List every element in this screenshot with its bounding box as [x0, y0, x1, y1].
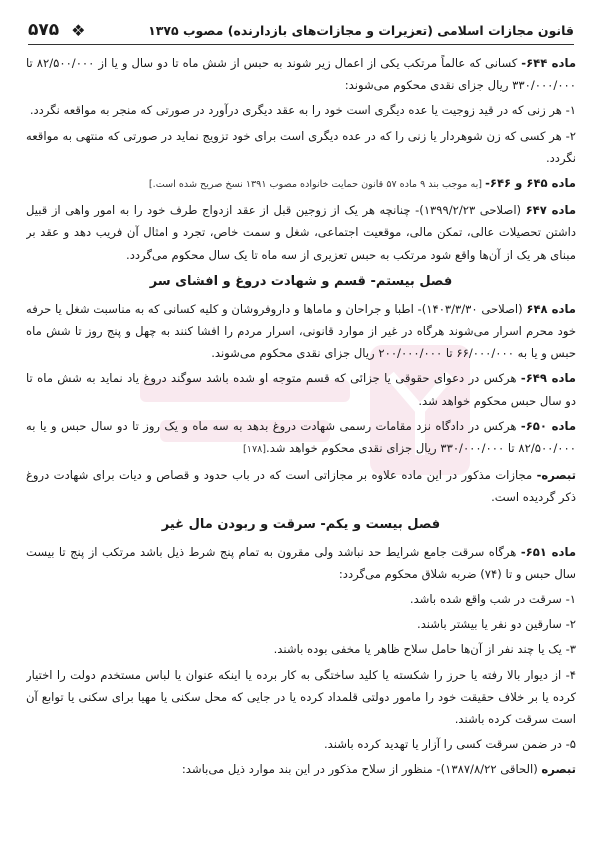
article-651-item-2: ۲- سارقین دو نفر یا بیشتر باشند.: [417, 617, 576, 632]
article-644-item-1: ۱- هر زنی که در قید زوجیت یا عده دیگری است خود را به عقد دیگری درآورد در صورتی که منجر به مواقعه نگردد.: [29, 103, 576, 118]
page-header: [28, 16, 574, 45]
article-651-head: ماده ۶۵۱-: [520, 544, 576, 559]
article-645-646-head: ماده ۶۴۵ و ۶۴۶-: [485, 176, 576, 191]
article-651-item-5: ۵- در ضمن سرقت کسی را آزار یا تهدید کرده باشند.: [323, 737, 576, 752]
article-650-head: ماده ۶۵۰-: [520, 418, 576, 433]
article-649-text: هرکس در دعوای حقوقی یا جزائی که قسم متوجه او شده باشد سوگند دروغ یاد نماید به شش ماه تا دو سال حبس محکوم خواهد شد.: [26, 371, 576, 408]
article-651-item-4: ۴- از دیوار بالا رفته یا حرز را شکسته یا کلید ساختگی به کار برده یا اینکه عنوان یا لباس مستخدم دولت را اختیار کرده یا بر خلاف حقیقت خود را مامور دولتی قلمداد کرده یا در جایی که محل سکنی یا مهیا برای سکنی یا توابع آن است سرقت کرده باشند.: [26, 667, 576, 727]
article-650-footnote-ref[interactable]: [۱۷۸]: [243, 444, 267, 456]
article-645-646: [26, 172, 576, 196]
article-651-note: [26, 758, 576, 780]
article-650-note-text: مجازات مذکور در این ماده علاوه بر مجازاتی است که در باب حدود و قصاص و دیات برای شهادت دروغ ذکر گردیده است.: [26, 468, 576, 505]
header-left-group: [28, 20, 97, 40]
article-647: [26, 199, 576, 266]
article-648-head: ماده ۶۴۸: [526, 301, 576, 316]
article-651-item-1: ۱- سرقت در شب واقع شده باشد.: [409, 592, 576, 607]
article-651-note-text: (الحاقی ۱۳۸۷/۸/۲۲)- منظور از سلاح مذکور در این بند موارد ذیل می‌باشد:: [181, 762, 542, 777]
article-650-note: [26, 464, 576, 508]
section-21-title: فصل بیست و یکم- سرقت و ربودن مال غیر: [161, 516, 441, 532]
article-650: [26, 415, 576, 461]
article-647-head: ماده ۶۴۷: [525, 203, 576, 218]
article-650-text: هرکس در دادگاه نزد مقامات رسمی شهادت دروغ بدهد به سه ماه و یک روز تا دو سال حبس و یا به ۸۲/۵۰۰/۰۰۰ تا ۳۳۰/۰۰۰/۰۰۰ ریال جزای نقدی محکوم خواهد شد.: [26, 418, 576, 456]
running-title: قانون مجازات اسلامی (تعزیرات و مجازات‌های بازدارنده) مصوب ۱۳۷۵: [148, 22, 574, 38]
article-650-note-head: تبصره-: [536, 468, 576, 483]
article-644-head: ماده ۶۴۴-: [521, 56, 576, 70]
article-648: [26, 298, 576, 365]
article-644-item-2: ۲- هر کسی که زن شوهردار یا زنی را که در عده دیگری است برای خود تزویج نماید در صورتی که منتهی به مواقعه نگردد.: [26, 128, 576, 165]
article-651-item-3: ۳- یک یا چند نفر از آن‌ها حامل سلاح ظاهر یا مخفی بوده باشند.: [273, 642, 576, 657]
page-number: ۵۷۵: [28, 20, 60, 40]
article-649-head: ماده ۶۴۹-: [520, 371, 576, 386]
article-651-note-head: تبصره: [541, 762, 576, 777]
article-651: [26, 541, 576, 585]
article-645-646-note: [به موجب بند ۹ ماده ۵۷ قانون حمایت خانواده مصوب ۱۳۹۱ نسخ صریح شده است.]: [148, 179, 486, 191]
article-644: [26, 52, 576, 96]
article-649: [26, 367, 576, 411]
article-648-text: (اصلاحی ۱۴۰۳/۳/۳۰)- اطبا و جراحان و ماماها و داروفروشان و کلیه کسانی که به مناسبت شغل یا حرفه خود محرم اسرار می‌شوند هرگاه در غیر از موارد قانونی، اسرار مردم را افشا کنند به چهل و پنج روز تا شش ماه حبس و یا به ۶۶/۰۰۰/۰۰۰ تا ۲۰۰/۰۰۰/۰۰۰ ریال جزای نقدی محکوم می‌شوند.: [26, 301, 576, 361]
section-20-title: فصل بیستم- قسم و شهادت دروغ و افشای سر: [149, 273, 453, 289]
ornament-icon: ❖: [71, 20, 86, 40]
article-647-text: (اصلاحی ۱۳۹۹/۲/۲۳)- چنانچه هر یک از زوجین قبل از عقد ازدواج طرف خود را به امور واهی از قبیل داشتن تحصیلات عالی، تمکن مالی، موقعیت اجتماعی، شغل و سمت خاص، تجرد و امثال آن فریب دهد و عقد بر مبنای هر یک از آن‌ها واقع شود مرتکب به حبس تعزیری از سه ماه تا یک سال محکوم می‌گردد.: [26, 203, 576, 262]
article-644-text: کسانی که عالماً مرتکب یکی از اعمال زیر شوند به حبس از شش ماه تا دو سال و یا از ۸۲/۵۰۰/۰۰۰ تا ۳۳۰/۰۰۰/۰۰۰ ریال جزای نقدی محکوم می‌شوند:: [26, 56, 576, 93]
article-651-text: هرگاه سرقت جامع شرایط حد نباشد ولی مقرون به تمام پنج شرط ذیل باشد مرتکب از پنج تا بیست سال حبس و تا (۷۴) ضربه شلاق محکوم می‌گردد:: [26, 544, 576, 581]
document-body: [26, 52, 576, 837]
